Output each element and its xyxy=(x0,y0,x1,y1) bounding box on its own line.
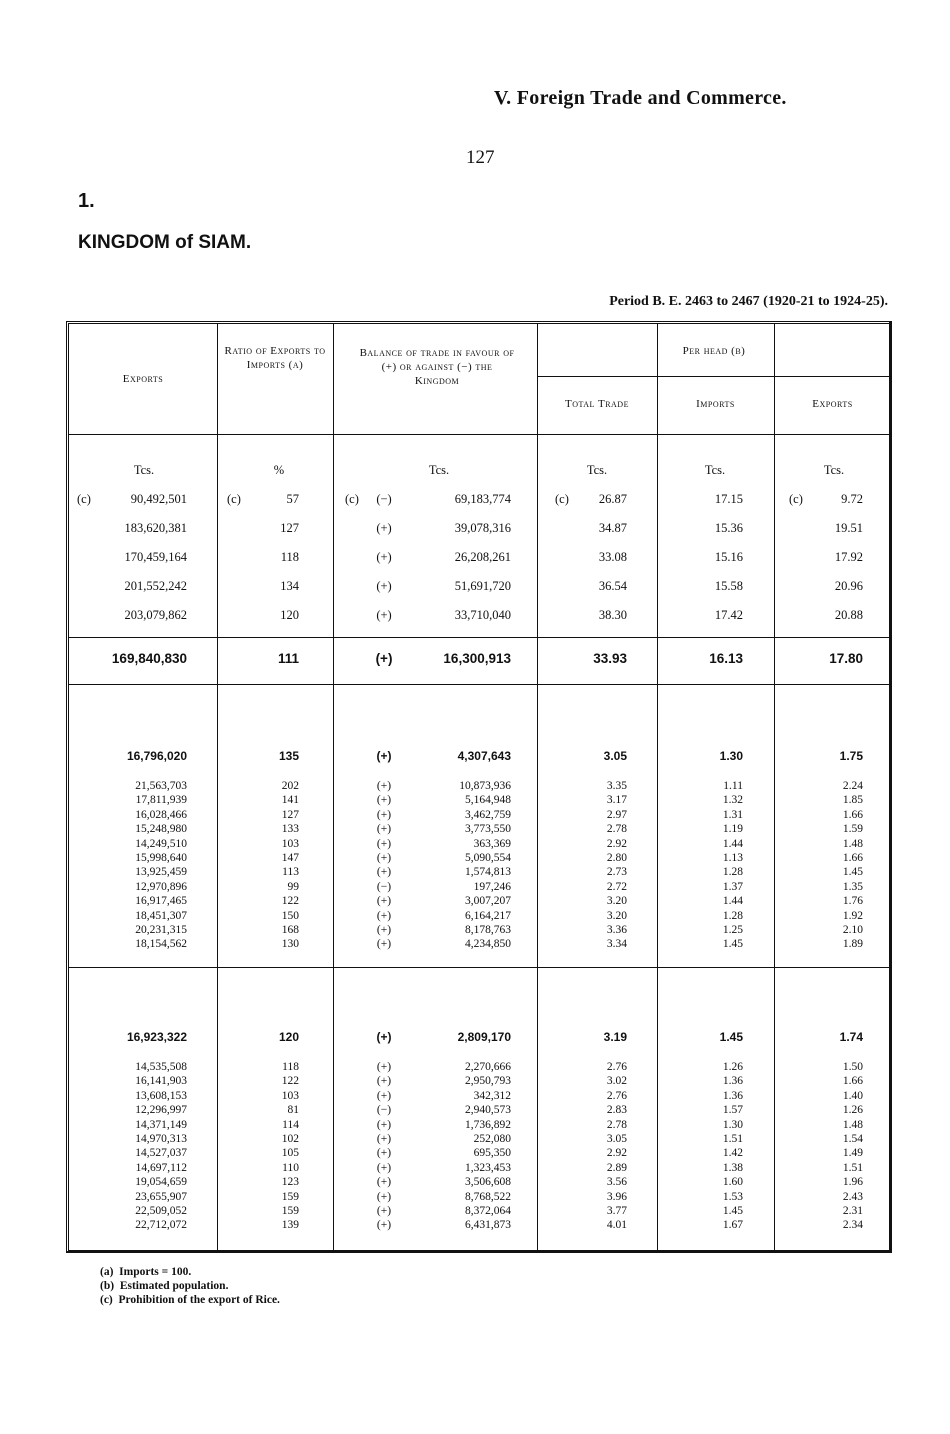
page-header-title: V. Foreign Trade and Commerce. xyxy=(494,87,787,109)
section3-row-cell-imports: 1.53 xyxy=(722,1190,743,1203)
section1-row-cell-total: 36.54 xyxy=(598,579,627,593)
section3-row-cell-sign: (+) xyxy=(376,1133,392,1145)
unit-exports: Tcs. xyxy=(133,463,155,477)
section2-row-cell-balance: 363,369 xyxy=(473,837,511,850)
section3-row-cell-exports-ph: 1.40 xyxy=(842,1089,863,1102)
header-total-trade: Total Trade xyxy=(565,398,629,410)
section2-row-cell-exports-ph: 1.85 xyxy=(842,794,863,807)
note-mark: (c) xyxy=(345,492,359,506)
section1-row-cell-exports-ph: 9.72 xyxy=(841,492,863,506)
section1-row-cell-balance: 26,208,261 xyxy=(454,550,511,564)
section2-row-cell-total: 2.73 xyxy=(606,866,627,879)
section2-row-cell-imports: 1.31 xyxy=(722,808,743,821)
section1-row-cell-exports-ph: 20.88 xyxy=(834,608,863,622)
section3-row-cell-exports-ph: 1.26 xyxy=(842,1104,863,1117)
header-ratio: Ratio of Exports to Imports (a) xyxy=(224,345,326,371)
section1-row-cell-total: 38.30 xyxy=(598,608,627,622)
section2-row-cell-exports: 16,028,466 xyxy=(135,808,187,821)
section3-summary-cell-exports-ph: 1.74 xyxy=(839,1030,863,1044)
section3-row-cell-balance: 342,312 xyxy=(473,1089,511,1102)
section3-row-cell-sign: (+) xyxy=(376,1190,392,1203)
section3-row-cell-ratio: 118 xyxy=(282,1061,299,1073)
section2-row-cell-imports: 1.25 xyxy=(722,924,743,936)
section3-row-cell-total: 2.76 xyxy=(606,1089,627,1102)
section2-row-cell-sign: (+) xyxy=(376,909,392,922)
section3-row-cell-sign: (+) xyxy=(376,1118,392,1131)
section3-row-cell-exports-ph: 1.49 xyxy=(842,1147,863,1160)
footnotes xyxy=(100,1265,280,1307)
period-label: Period B. E. 2463 to 2467 (1920-21 to 1924-25). xyxy=(609,294,888,309)
section3-row-cell-exports: 14,527,037 xyxy=(135,1147,187,1160)
section2-row-cell-sign: (+) xyxy=(376,852,392,864)
section2-row-cell-exports-ph: 1.89 xyxy=(842,938,863,951)
unit-total-trade: Tcs. xyxy=(586,463,608,477)
section2-row-cell-balance: 3,462,759 xyxy=(465,808,511,821)
section2-row-cell-exports: 20,231,315 xyxy=(135,924,187,936)
section3-row-cell-ratio: 114 xyxy=(282,1118,299,1131)
section2-summary-cell-total: 3.05 xyxy=(603,749,627,763)
section3-row-cell-exports: 22,509,052 xyxy=(135,1205,187,1217)
section2-row-cell-exports: 15,998,640 xyxy=(135,852,187,864)
section3-row-cell-imports: 1.45 xyxy=(722,1205,743,1217)
section3-row-cell-balance: 252,080 xyxy=(473,1133,511,1145)
section2-row-cell-sign: (+) xyxy=(376,808,392,821)
section2-row-cell-balance: 1,574,813 xyxy=(465,866,511,879)
section2-row-cell-exports-ph: 1.76 xyxy=(842,895,863,908)
section3-row-cell-total: 3.05 xyxy=(606,1133,627,1145)
section2-row-cell-balance: 3,007,207 xyxy=(465,895,511,908)
section1-row-cell-balance: 69,183,774 xyxy=(454,492,511,506)
section3-row-cell-sign: (+) xyxy=(376,1089,392,1102)
section3-row-cell-balance: 2,950,793 xyxy=(465,1075,511,1088)
section2-row-cell-imports: 1.45 xyxy=(722,938,743,951)
note-mark: (c) xyxy=(227,492,241,506)
header-per-head: Per head (b) xyxy=(682,345,746,357)
section2-row-cell-balance: 8,178,763 xyxy=(465,924,511,936)
section2-row-cell-exports: 16,917,465 xyxy=(135,895,187,908)
section3-row-cell-total: 3.56 xyxy=(606,1176,627,1189)
section2-row-cell-imports: 1.13 xyxy=(722,852,743,864)
section3-row-cell-balance: 1,736,892 xyxy=(465,1118,511,1131)
section1-summary-cell-balance: 16,300,913 xyxy=(443,651,511,666)
section1-row-cell-ratio: 134 xyxy=(280,579,299,593)
section2-row-cell-exports-ph: 2.24 xyxy=(842,780,863,792)
section2-row-cell-ratio: 141 xyxy=(281,794,299,807)
section3-row-cell-ratio: 123 xyxy=(281,1176,299,1189)
footnote-b: (b) Estimated population. xyxy=(100,1280,229,1292)
section3-row-cell-imports: 1.30 xyxy=(722,1118,743,1131)
section2-row-cell-exports-ph: 1.48 xyxy=(842,837,863,850)
section2-row-cell-ratio: 130 xyxy=(281,938,299,951)
section3-summary-cell-ratio: 120 xyxy=(278,1030,299,1044)
section3-row-cell-sign: (+) xyxy=(376,1161,392,1174)
section2-row-cell-sign: (+) xyxy=(376,837,392,850)
section3-row-cell-imports: 1.36 xyxy=(722,1075,743,1088)
section3-row-cell-exports-ph: 2.34 xyxy=(842,1219,863,1232)
section3-row-cell-exports-ph: 1.66 xyxy=(842,1075,863,1088)
section2-row-cell-ratio: 122 xyxy=(281,895,299,908)
section1-row-cell-total: 26.87 xyxy=(598,492,627,506)
section3-row-cell-ratio: 103 xyxy=(281,1089,299,1102)
section1-summary-cell-exports-ph: 17.80 xyxy=(829,651,863,666)
section2-row-cell-exports-ph: 1.45 xyxy=(842,866,863,879)
section2-summary-cell-sign: (+) xyxy=(376,749,392,763)
section1-row-cell-imports: 17.42 xyxy=(714,608,743,622)
section3-row-cell-sign: (−) xyxy=(376,1104,392,1117)
section3-row-cell-exports-ph: 1.51 xyxy=(842,1161,863,1174)
section3-row-cell-exports: 19,054,659 xyxy=(135,1176,187,1189)
section3-row-cell-sign: (+) xyxy=(376,1075,392,1088)
section2-row-cell-imports: 1.44 xyxy=(722,895,743,908)
section3-row-cell-imports: 1.60 xyxy=(722,1176,743,1189)
section1-row-cell-ratio: 57 xyxy=(286,492,299,506)
section2-row-cell-exports-ph: 2.10 xyxy=(842,924,863,936)
section1-row-cell-ratio: 118 xyxy=(280,550,299,564)
section1-row-cell-sign: (+) xyxy=(376,608,392,622)
section1-row-cell-exports-ph: 20.96 xyxy=(834,579,863,593)
section3-row-cell-imports: 1.38 xyxy=(722,1161,743,1174)
section2-row-cell-total: 2.97 xyxy=(606,808,627,821)
section3-row-cell-exports-ph: 1.96 xyxy=(842,1176,863,1189)
section3-row-cell-balance: 2,270,666 xyxy=(465,1061,511,1073)
section1-row-cell-imports: 15.58 xyxy=(714,579,743,593)
section2-row-cell-total: 3.20 xyxy=(606,909,627,922)
section2-row-cell-total: 3.35 xyxy=(606,780,627,792)
section1-row-cell-sign: (+) xyxy=(376,550,392,564)
section3-row-cell-exports-ph: 1.54 xyxy=(842,1133,863,1145)
section3-row-cell-total: 2.78 xyxy=(606,1118,627,1131)
section2-row-cell-exports: 12,970,896 xyxy=(135,880,187,893)
section1-row-cell-exports-ph: 17.92 xyxy=(834,550,863,564)
section2-row-cell-exports: 17,811,939 xyxy=(135,794,187,807)
section3-row-cell-imports: 1.26 xyxy=(722,1061,743,1073)
section3-row-cell-exports: 14,535,508 xyxy=(135,1061,187,1073)
section3-row-cell-exports: 14,371,149 xyxy=(135,1118,187,1131)
section2-row-cell-sign: (+) xyxy=(376,780,392,792)
section2-row-cell-exports: 21,563,703 xyxy=(135,780,187,792)
section2-summary-cell-imports: 1.30 xyxy=(719,749,743,763)
section2-row-cell-total: 2.92 xyxy=(606,837,627,850)
section2-row-cell-total: 3.17 xyxy=(606,794,627,807)
trade-table xyxy=(68,323,890,1251)
section1-summary-cell-imports: 16.13 xyxy=(709,651,743,666)
section1-summary-cell-total: 33.93 xyxy=(593,651,627,666)
section1-row-cell-exports: 201,552,242 xyxy=(124,579,187,593)
section3-row-cell-ratio: 139 xyxy=(281,1219,299,1232)
footnote-c: (c) Prohibition of the export of Rice. xyxy=(100,1294,280,1306)
section2-row-cell-balance: 5,164,948 xyxy=(465,794,511,807)
section3-summary-cell-total: 3.19 xyxy=(603,1030,627,1044)
section2-row-cell-imports: 1.32 xyxy=(722,794,743,807)
section1-row-cell-sign: (+) xyxy=(376,521,392,535)
section3-row-cell-balance: 1,323,453 xyxy=(465,1161,511,1174)
section2-row-cell-balance: 5,090,554 xyxy=(465,852,511,864)
section2-row-cell-exports-ph: 1.92 xyxy=(842,909,863,922)
section2-row-cell-ratio: 103 xyxy=(281,837,299,850)
section3-row-cell-imports: 1.51 xyxy=(722,1133,743,1145)
section1-row-cell-exports: 203,079,862 xyxy=(124,608,187,622)
section3-row-cell-exports: 23,655,907 xyxy=(135,1190,187,1203)
section2-row-cell-sign: (+) xyxy=(376,866,392,879)
section3-row-cell-exports: 16,141,903 xyxy=(135,1075,187,1088)
note-mark: (c) xyxy=(77,492,91,506)
section2-row-cell-imports: 1.28 xyxy=(722,866,743,879)
section2-row-cell-balance: 4,234,850 xyxy=(465,938,511,951)
section3-row-cell-balance: 8,768,522 xyxy=(465,1190,511,1203)
note-mark: (c) xyxy=(555,492,569,506)
section2-row-cell-balance: 10,873,936 xyxy=(459,780,511,792)
section3-row-cell-total: 2.89 xyxy=(606,1161,627,1174)
section3-summary-cell-balance: 2,809,170 xyxy=(457,1030,511,1044)
section2-row-cell-total: 3.36 xyxy=(606,924,627,936)
section3-row-cell-balance: 695,350 xyxy=(473,1147,511,1160)
section1-row-cell-total: 34.87 xyxy=(598,521,627,535)
section1-summary-cell-sign: (+) xyxy=(375,651,393,666)
section3-row-cell-exports-ph: 2.43 xyxy=(842,1190,863,1203)
section3-row-cell-sign: (+) xyxy=(376,1061,392,1073)
section2-row-cell-exports-ph: 1.35 xyxy=(842,880,863,893)
section2-row-cell-total: 2.78 xyxy=(606,823,627,836)
section2-row-cell-sign: (−) xyxy=(376,880,392,893)
header-exports-per-head: Exports xyxy=(812,398,853,410)
section1-row-cell-balance: 39,078,316 xyxy=(454,521,511,535)
section2-summary-cell-balance: 4,307,643 xyxy=(457,749,511,763)
section3-row-cell-ratio: 122 xyxy=(281,1075,299,1088)
section2-row-cell-exports: 18,451,307 xyxy=(135,909,187,922)
section2-row-cell-imports: 1.28 xyxy=(722,909,743,922)
section2-row-cell-imports: 1.44 xyxy=(722,837,743,850)
section2-row-cell-balance: 3,773,550 xyxy=(465,823,511,836)
section3-row-cell-sign: (+) xyxy=(376,1205,392,1217)
section2-row-cell-total: 3.34 xyxy=(606,938,627,951)
section2-row-cell-exports-ph: 1.59 xyxy=(842,823,863,836)
section2-row-cell-imports: 1.37 xyxy=(722,880,743,893)
section2-row-cell-sign: (+) xyxy=(376,895,392,908)
section2-row-cell-ratio: 133 xyxy=(281,823,299,836)
section2-row-cell-ratio: 127 xyxy=(281,808,299,821)
section2-row-cell-exports: 13,925,459 xyxy=(135,866,187,879)
section2-row-cell-exports: 18,154,562 xyxy=(135,938,187,951)
unit-exports-per-head: Tcs. xyxy=(823,463,845,477)
section1-summary-cell-exports: 169,840,830 xyxy=(111,651,187,666)
section2-row-cell-ratio: 202 xyxy=(281,780,299,792)
section1-row-cell-balance: 33,710,040 xyxy=(454,608,511,622)
section1-row-cell-exports: 90,492,501 xyxy=(130,492,187,506)
section2-row-cell-ratio: 99 xyxy=(287,880,299,893)
section3-row-cell-balance: 2,940,573 xyxy=(465,1104,511,1117)
section3-row-cell-ratio: 102 xyxy=(281,1133,299,1145)
section3-row-cell-total: 3.02 xyxy=(606,1075,627,1088)
section2-summary-cell-ratio: 135 xyxy=(278,749,299,763)
section-number: 1. xyxy=(78,190,95,212)
note-mark: (c) xyxy=(789,492,803,506)
section3-row-cell-total: 4.01 xyxy=(606,1219,627,1232)
section1-row-cell-sign: (−) xyxy=(376,492,392,506)
section3-row-cell-imports: 1.57 xyxy=(722,1104,743,1117)
section3-row-cell-imports: 1.42 xyxy=(722,1147,743,1160)
section3-row-cell-total: 3.96 xyxy=(606,1190,627,1203)
section2-row-cell-ratio: 147 xyxy=(281,852,299,864)
section3-row-cell-sign: (+) xyxy=(376,1147,392,1160)
unit-imports: Tcs. xyxy=(704,463,726,477)
page-number: 127 xyxy=(466,147,495,168)
section3-summary-cell-imports: 1.45 xyxy=(719,1030,743,1044)
section1-row-cell-balance: 51,691,720 xyxy=(454,579,511,593)
section3-row-cell-exports: 13,608,153 xyxy=(135,1089,187,1102)
section2-summary-cell-exports: 16,796,020 xyxy=(126,749,187,763)
section2-row-cell-sign: (+) xyxy=(376,938,392,951)
section3-row-cell-ratio: 159 xyxy=(281,1205,299,1217)
section3-row-cell-total: 2.92 xyxy=(606,1147,627,1160)
section3-row-cell-ratio: 110 xyxy=(282,1161,299,1174)
section2-row-cell-imports: 1.11 xyxy=(723,780,743,792)
section2-row-cell-balance: 197,246 xyxy=(473,880,511,893)
section3-row-cell-imports: 1.67 xyxy=(722,1219,743,1232)
header-exports: Exports xyxy=(122,373,164,385)
section3-summary-cell-exports: 16,923,322 xyxy=(126,1030,187,1044)
section2-row-cell-exports-ph: 1.66 xyxy=(842,852,863,864)
section1-row-cell-exports-ph: 19.51 xyxy=(834,521,863,535)
section3-row-cell-exports: 12,296,997 xyxy=(135,1104,187,1117)
section1-row-cell-ratio: 127 xyxy=(280,521,299,535)
section3-row-cell-balance: 8,372,064 xyxy=(465,1205,511,1217)
section3-row-cell-exports: 14,697,112 xyxy=(135,1161,187,1174)
section3-row-cell-sign: (+) xyxy=(376,1219,392,1232)
section2-row-cell-exports-ph: 1.66 xyxy=(842,808,863,821)
section2-row-cell-balance: 6,164,217 xyxy=(465,909,511,922)
section1-row-cell-ratio: 120 xyxy=(280,608,299,622)
section1-row-cell-imports: 15.36 xyxy=(714,521,743,535)
unit-balance: Tcs. xyxy=(428,463,450,477)
section3-row-cell-ratio: 105 xyxy=(281,1147,299,1160)
section2-row-cell-ratio: 150 xyxy=(281,909,299,922)
section3-row-cell-exports-ph: 1.50 xyxy=(842,1061,863,1073)
section3-row-cell-exports: 14,970,313 xyxy=(135,1133,187,1145)
section2-row-cell-total: 2.72 xyxy=(606,880,627,893)
section2-row-cell-sign: (+) xyxy=(376,823,392,836)
section3-row-cell-exports-ph: 1.48 xyxy=(842,1118,863,1131)
header-balance: Balance of trade in favour of (+) or against (−) the Kingdom xyxy=(359,347,515,387)
section3-row-cell-total: 3.77 xyxy=(606,1205,627,1217)
section2-row-cell-total: 3.20 xyxy=(606,895,627,908)
section3-row-cell-total: 2.83 xyxy=(606,1104,627,1117)
section3-row-cell-imports: 1.36 xyxy=(722,1089,743,1102)
section1-row-cell-imports: 17.15 xyxy=(714,492,743,506)
section2-row-cell-ratio: 113 xyxy=(282,866,299,879)
header-imports: Imports xyxy=(696,398,735,410)
unit-ratio: % xyxy=(273,463,285,477)
section1-row-cell-sign: (+) xyxy=(376,579,392,593)
footnote-a: (a) Imports = 100. xyxy=(100,1266,192,1278)
section2-row-cell-total: 2.80 xyxy=(606,852,627,864)
section3-row-cell-exports: 22,712,072 xyxy=(135,1219,187,1232)
section2-row-cell-imports: 1.19 xyxy=(722,823,743,836)
section2-row-cell-sign: (+) xyxy=(376,924,392,936)
section3-summary-cell-sign: (+) xyxy=(376,1030,392,1044)
section2-row-cell-exports: 14,249,510 xyxy=(135,837,187,850)
section1-row-cell-total: 33.08 xyxy=(598,550,627,564)
section1-row-cell-exports: 170,459,164 xyxy=(124,550,187,564)
section3-row-cell-sign: (+) xyxy=(376,1176,392,1189)
country-title: KINGDOM of SIAM. xyxy=(78,232,252,253)
section3-row-cell-balance: 3,506,608 xyxy=(465,1176,511,1189)
section3-row-cell-exports-ph: 2.31 xyxy=(842,1205,863,1217)
section2-row-cell-sign: (+) xyxy=(376,794,392,807)
section3-row-cell-total: 2.76 xyxy=(606,1061,627,1073)
section2-row-cell-exports: 15,248,980 xyxy=(135,823,187,836)
section3-row-cell-ratio: 81 xyxy=(287,1104,299,1117)
section1-row-cell-imports: 15.16 xyxy=(714,550,743,564)
section3-row-cell-balance: 6,431,873 xyxy=(465,1219,511,1232)
section1-summary-cell-ratio: 111 xyxy=(277,651,299,666)
section2-row-cell-ratio: 168 xyxy=(281,924,299,936)
section1-row-cell-exports: 183,620,381 xyxy=(124,521,187,535)
section3-row-cell-ratio: 159 xyxy=(281,1190,299,1203)
section2-summary-cell-exports-ph: 1.75 xyxy=(839,749,863,763)
